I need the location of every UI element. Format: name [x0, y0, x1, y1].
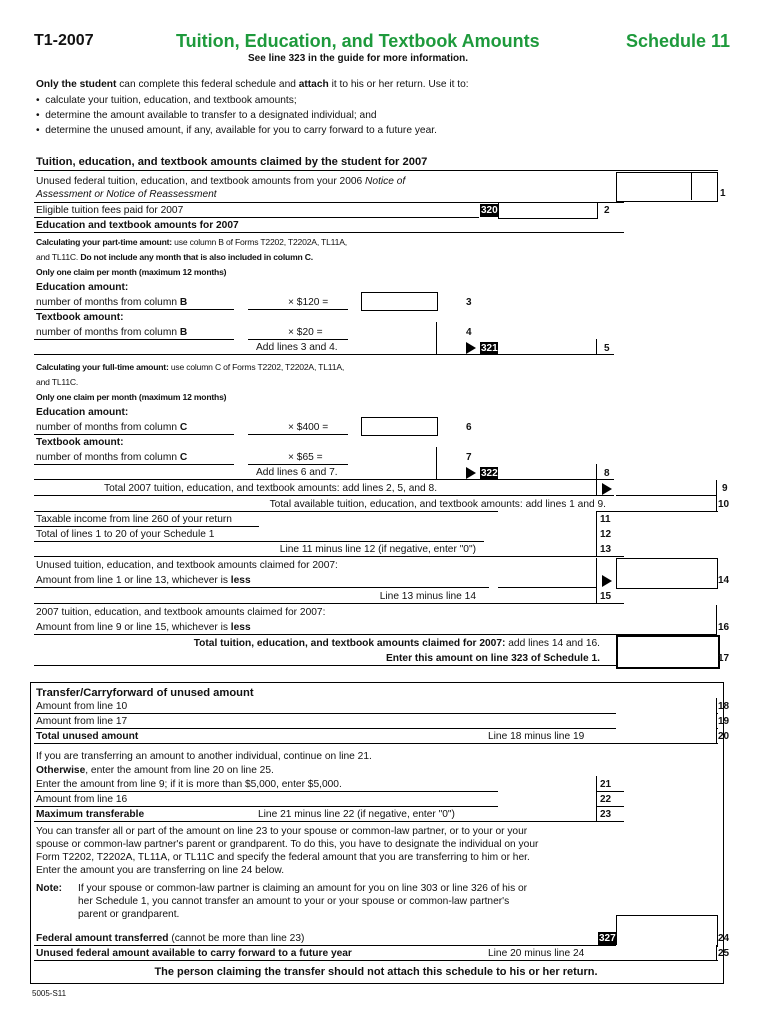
line-number: 7 [466, 452, 472, 463]
line9-sub-input[interactable] [498, 480, 597, 496]
line-number: 16 [718, 622, 730, 633]
line-number: 15 [600, 591, 612, 602]
line17-label-b: Enter this amount on line 323 of Schedule 1. [386, 653, 600, 664]
schedule-label: Schedule 11 [626, 31, 731, 51]
line6-amount-input[interactable] [361, 417, 438, 436]
transfer-instruction: If you are transferring an amount to another individual, continue on line 21. [36, 751, 372, 762]
form-subtitle: See line 323 in the guide for more information. [248, 53, 469, 64]
arrow-right-icon [602, 575, 612, 587]
line10-input[interactable] [616, 496, 717, 512]
line7-label: number of months from column C [36, 452, 188, 463]
line13-input[interactable] [498, 541, 597, 557]
rate-65: × $65 = [288, 452, 323, 463]
line4-label: number of months from column B [36, 327, 188, 338]
line22-label: Amount from line 16 [36, 794, 128, 805]
line19-label: Amount from line 17 [36, 716, 128, 727]
form-page [26, 22, 742, 1002]
line2-label: Eligible tuition fees paid for 2007 [36, 205, 184, 216]
section1-heading: Tuition, education, and textbook amounts claimed by the student for 2007 [36, 156, 428, 168]
line4-total-input[interactable] [361, 339, 437, 355]
line14-label-a: Unused tuition, education, and textbook amounts claimed for 2007: [36, 560, 338, 571]
line-number: 21 [600, 779, 612, 790]
arrow-right-icon [602, 483, 612, 495]
line3-label: number of months from column B [36, 297, 188, 308]
line16-label-b: Amount from line 9 or line 15, whichever is less [36, 622, 251, 633]
line12-input[interactable] [498, 526, 597, 542]
otherwise-instruction: Otherwise, enter the amount from line 20 on line 25. [36, 765, 274, 776]
edu-heading: Education and textbook amounts for 2007 [36, 220, 239, 231]
parttime-note-3: Only one claim per month (maximum 12 months) [36, 267, 227, 277]
line7-amount-input[interactable] [361, 447, 437, 465]
line-number: 5 [604, 343, 610, 354]
rate-20: × $20 = [288, 327, 323, 338]
line18-input[interactable] [616, 698, 717, 714]
intro-bullet: • determine the unused amount, if any, available for you to carry forward to a future year. [36, 125, 437, 136]
line20-calc: Line 18 minus line 19 [488, 731, 585, 742]
line20-input[interactable] [616, 728, 717, 744]
line25-input[interactable] [616, 945, 717, 961]
note-text: If your spouse or common-law partner is claiming an amount for you on line 303 or line 326 of his or [78, 883, 528, 894]
line24-label: Federal amount transferred (cannot be more than line 23) [36, 933, 305, 944]
line14-input[interactable] [616, 558, 718, 589]
line-number: 18 [718, 701, 730, 712]
line2-input[interactable] [498, 202, 598, 219]
line-number: 11 [600, 514, 611, 525]
line9-input[interactable] [616, 480, 717, 496]
line10-label: Total available tuition, education, and textbook amounts: add lines 1 and 9. [269, 499, 606, 510]
rate-120: × $120 = [288, 297, 329, 308]
line-number: 1 [720, 188, 726, 199]
line-number: 20 [718, 731, 730, 742]
intro-lead: Only the student can complete this federal schedule and attach it to his or her return. Use it to: [36, 79, 469, 90]
line-number: 14 [718, 575, 730, 586]
parttime-note-2: and TL11C. Do not include any month that is also included in column C. [36, 252, 313, 262]
line6-label: number of months from column C [36, 422, 188, 433]
note-label: Note: [36, 883, 63, 894]
note-text: parent or grandparent. [78, 909, 180, 920]
code-327: 327 [599, 933, 616, 944]
line-number: 22 [600, 794, 612, 805]
rate-400: × $400 = [288, 422, 329, 433]
line11-label: Taxable income from line 260 of your return [36, 514, 232, 525]
line-number: 6 [466, 422, 472, 433]
line12-label: Total of lines 1 to 20 of your Schedule 1 [36, 529, 215, 540]
line22-input[interactable] [498, 791, 597, 807]
form-title: Tuition, Education, and Textbook Amounts [176, 31, 540, 51]
form-code: 5005-S11 [32, 989, 67, 998]
line-number: 24 [718, 933, 730, 944]
line17-label-a: Total tuition, education, and textbook amounts claimed for 2007: add lines 14 and 16. [193, 638, 600, 649]
line23-label: Maximum transferable [36, 809, 145, 820]
line1-label: Unused federal tuition, education, and textbook amounts from your 2006 Notice of [36, 176, 406, 187]
line-number: 17 [718, 653, 730, 664]
transfer-paragraph: Enter the amount you are transferring on line 24 below. [36, 865, 285, 876]
line20-label: Total unused amount [36, 731, 139, 742]
line-number: 12 [600, 529, 612, 540]
line3-amount-input[interactable] [361, 292, 438, 311]
edu-amount-label: Education amount: [36, 282, 129, 293]
line-number: 3 [466, 297, 472, 308]
line-number: 9 [722, 483, 728, 494]
code-322: 322 [481, 468, 498, 479]
line-number: 10 [718, 499, 730, 510]
note-text: her Schedule 1, you cannot transfer an amount to your or your spouse or common-law partner's [78, 896, 510, 907]
parttime-note: Calculating your part-time amount: use column B of Forms T2202, T2202A, TL11A, [36, 237, 347, 247]
line18-label: Amount from line 10 [36, 701, 128, 712]
line21-input[interactable] [498, 776, 597, 792]
line4-amount-input[interactable] [361, 322, 437, 340]
intro-bullet: • calculate your tuition, education, and textbook amounts; [36, 95, 297, 106]
line17-input[interactable] [616, 635, 720, 669]
footer-warning: The person claiming the transfer should not attach this schedule to his or her return. [154, 966, 598, 978]
line8-input[interactable] [498, 464, 597, 480]
line24-input[interactable] [616, 915, 718, 947]
transfer-paragraph: Form T2202, T2202A, TL11A, or TL11C and specify the federal amount that you are transferring to him or her. [36, 852, 530, 863]
line19-input[interactable] [616, 713, 717, 729]
line9-label: Total 2007 tuition, education, and textbook amounts: add lines 2, 5, and 8. [104, 483, 438, 494]
fulltime-note-2: and TL11C. [36, 377, 79, 387]
code-320: 320 [481, 205, 498, 216]
line21-label: Enter the amount from line 9; if it is more than $5,000, enter $5,000. [36, 779, 342, 790]
add-3-4: Add lines 3 and 4. [256, 342, 338, 353]
text-amount-label: Textbook amount: [36, 312, 124, 323]
line-number: 2 [604, 205, 610, 216]
line15-input[interactable] [498, 588, 597, 604]
line5-input[interactable] [498, 339, 597, 355]
line15-label: Line 13 minus line 14 [379, 591, 476, 602]
edu-amount-label: Education amount: [36, 407, 129, 418]
line14-sub-input[interactable] [498, 558, 597, 588]
line14-label-b: Amount from line 1 or line 13, whichever is less [36, 575, 251, 586]
code-321: 321 [481, 343, 498, 354]
line16-input[interactable] [616, 605, 717, 635]
line11-input[interactable] [498, 511, 597, 527]
transfer-paragraph: You can transfer all or part of the amount on line 23 to your spouse or common-law partner, or to your or your [36, 826, 528, 837]
line16-label-a: 2007 tuition, education, and textbook amounts claimed for 2007: [36, 607, 326, 618]
intro-bullet: • determine the amount available to transfer to a designated individual; and [36, 110, 377, 121]
line1-label-cont: Assessment or Notice of Reassessment [36, 189, 217, 200]
line23-calc: Line 21 minus line 22 (if negative, enter "0") [258, 809, 455, 820]
transfer-paragraph: spouse or common-law partner's parent or grandparent. To do this, you have to designate the individual on your [36, 839, 539, 850]
line-number: 23 [600, 809, 612, 820]
add-6-7: Add lines 6 and 7. [256, 467, 338, 478]
line-number: 25 [718, 948, 730, 959]
line-number: 19 [718, 716, 730, 727]
form-id: T1-2007 [34, 32, 94, 49]
arrow-right-icon [466, 467, 476, 479]
text-amount-label: Textbook amount: [36, 437, 124, 448]
line-number: 8 [604, 468, 610, 479]
line13-label: Line 11 minus line 12 (if negative, enter "0") [279, 544, 476, 555]
line-number: 13 [600, 544, 612, 555]
section2-heading: Transfer/Carryforward of unused amount [36, 687, 254, 699]
fulltime-note-3: Only one claim per month (maximum 12 months) [36, 392, 227, 402]
line25-calc: Line 20 minus line 24 [488, 948, 585, 959]
line7-total-input[interactable] [361, 464, 437, 480]
arrow-right-icon [466, 342, 476, 354]
line25-label: Unused federal amount available to carry forward to a future year [36, 948, 352, 959]
line-number: 4 [466, 327, 472, 338]
line23-input[interactable] [498, 806, 597, 822]
line1-input[interactable] [616, 172, 718, 202]
fulltime-note: Calculating your full-time amount: use column C of Forms T2202, T2202A, TL11A, [36, 362, 345, 372]
